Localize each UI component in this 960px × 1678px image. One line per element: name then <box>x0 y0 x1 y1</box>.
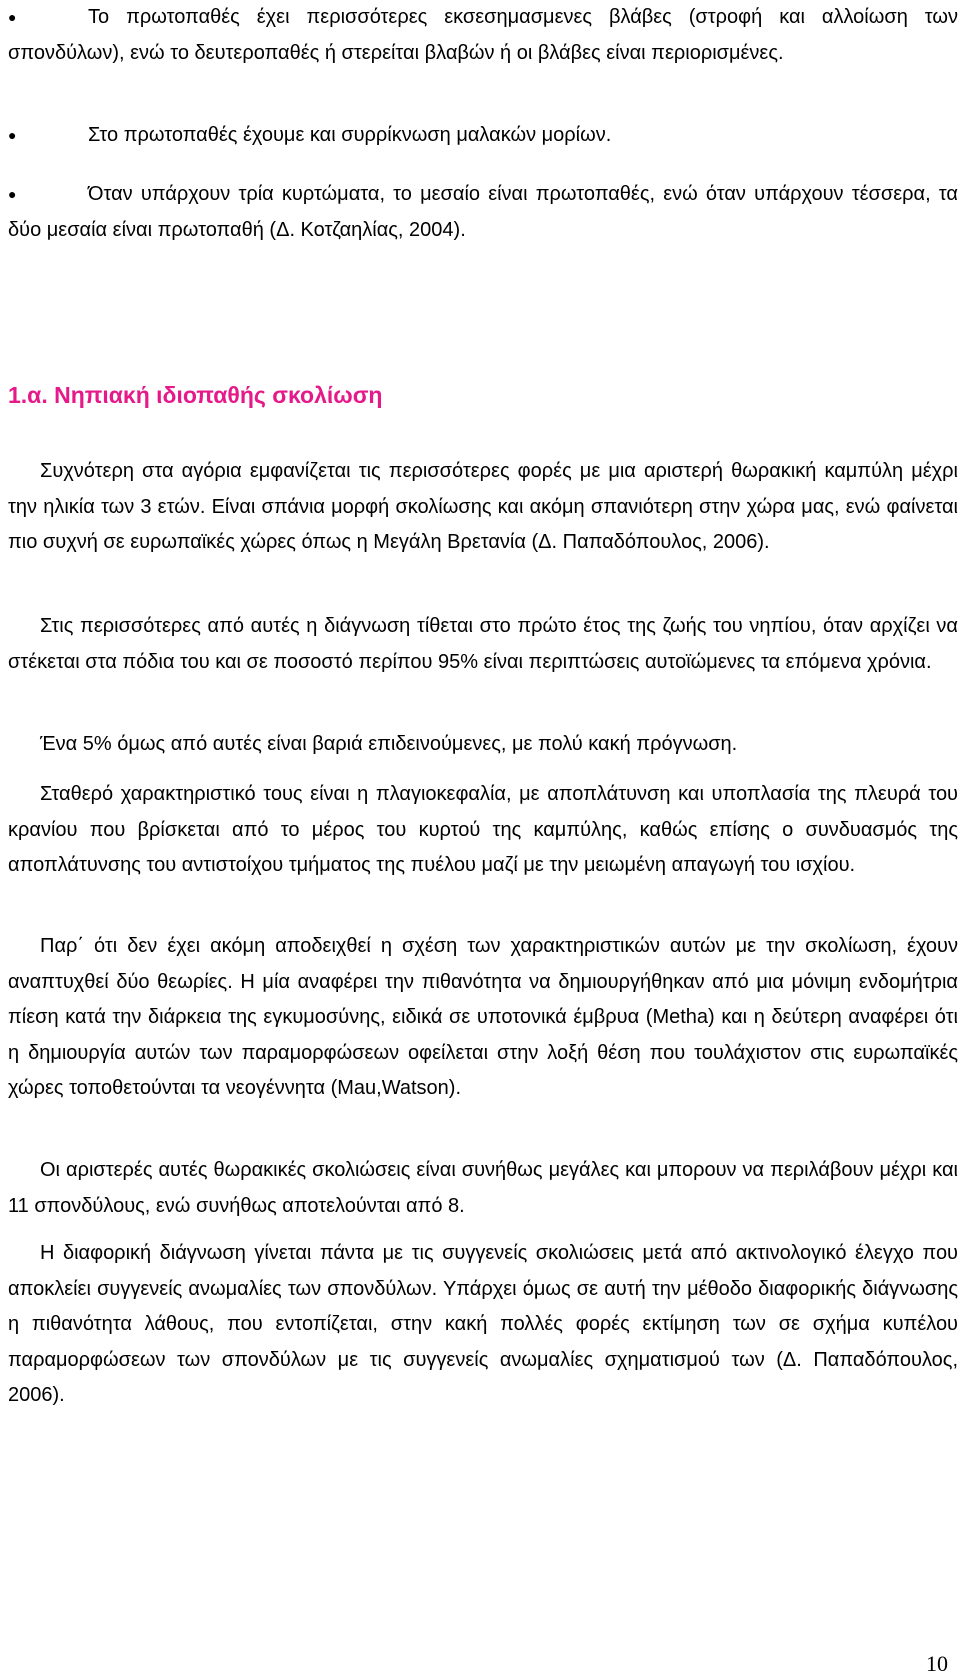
paragraph-infantile-intro: Συχνότερη στα αγόρια εμφανίζεται τις περισσότερες φορές με μια αριστερή θωρακική καμπύλη μέχρι την ηλικία των 3 ετών. Είναι σπάνια μορφή σκολίωσης και ακόμη σπανιότερη στην χώρα μας, ενώ φαίνεται πιο συχνή σε ευρωπαϊκές χώρες όπως η Μεγάλη Βρετανία (Δ. Παπαδόπουλος, 2006). <box>8 460 958 553</box>
bullet-marker: ● <box>8 186 17 202</box>
paragraph-thoracic: Οι αριστερές αυτές θωρακικές σκολιώσεις είναι συνήθως μεγάλες και μπορουν να περιλάβουν μέχρι και 11 σπονδύλους, ενώ συνήθως αποτελούνται από 8. <box>8 1159 958 1217</box>
paragraph-diagnosis: Στις περισσότερες από αυτές η διάγνωση τίθεται στο πρώτο έτος της ζωής του νηπίου, όταν αρχίζει να στέκεται στα πόδια του και σε ποσοστό περίπου 95% είναι περιπτώσεις αυτοϊώμενες τα επόμενα χρόνια. <box>8 615 958 673</box>
bullet-marker: ● <box>8 9 17 25</box>
bullet-item-soft-tissue: Στο πρωτοπαθές έχουμε και συρρίκνωση μαλακών μορίων. <box>88 124 612 146</box>
paragraph-differential: Η διαφορική διάγνωση γίνεται πάντα με τις συγγενείς σκολιώσεις μετά από ακτινολογικό έλεγχο που αποκλείει συγγενείς ανωμαλίες των σπονδύλων. Υπάρχει όμως σε αυτή την μέθοδο διαφορικής διάγνωσης η πιθανότητα λάθους, που εντοπίζεται, στην κακή πολλές φορές εκτίμηση των σε σχήμα κυπέλου παραμορφώσεων των σπονδύλων με τις συγγενείς ανωμαλίες σχηματισμού των (Δ. Παπαδόπουλος, 2006). <box>8 1242 958 1406</box>
bullet-item-primary-damage: Το πρωτοπαθές έχει περισσότερες εκσεσημασμενες βλάβες (στροφή και αλλοίωση των σπονδύλων), ενώ το δευτεροπαθές ή στερείται βλαβών ή οι βλάβες είναι περιορισμένες. <box>8 6 958 64</box>
bullet-item-curvatures: Όταν υπάρχουν τρία κυρτώματα, το μεσαίο είναι πρωτοπαθές, ενώ όταν υπάρχουν τέσσερα, τα δύο μεσαία είναι πρωτοπαθή (Δ. Κοτζαηλίας, 2004). <box>8 183 958 241</box>
paragraph-plagiocephaly: Σταθερό χαρακτηριστικό τους είναι η πλαγιοκεφαλία, με αποπλάτυνση και υποπλασία της πλευρά του κρανίου που βρίσκεται από το μέρος του κυρτού της καμπύλης, καθώς επίσης ο συνδυασμός της αποπλάτυνσης του αντιστοίχου τμήματος της πυέλου μαζί με την μειωμένη απαγωγή του ισχίου. <box>8 783 958 876</box>
section-heading: 1.α. Νηπιακή ιδιοπαθής σκολίωση <box>8 382 383 408</box>
page-number: 10 <box>926 1651 948 1676</box>
paragraph-progressive: Ένα 5% όμως από αυτές είναι βαριά επιδεινούμενες, με πολύ κακή πρόγνωση. <box>40 733 738 755</box>
paragraph-theories: Παρ΄ ότι δεν έχει ακόμη αποδειχθεί η σχέση των χαρακτηριστικών αυτών με την σκολίωση, έχουν αναπτυχθεί δύο θεωρίες. Η μία αναφέρει την πιθανότητα να δημιουργήθηκαν από μια μόνιμη ενδομήτρια πίεση κατά την διάρκεια της εγκυμοσύνης, ειδικά σε υποτονικά έμβρυα (Metha) και η δεύτερη αναφέρει ότι η δημιουργία αυτών των παραμορφώσεων οφείλεται στην λοξή θέση που τουλάχιστον στις ευρωπαϊκές χώρες τοποθετούνται τα νεογέννητα (Mau,Watson). <box>8 935 958 1099</box>
bullet-marker: ● <box>8 127 17 143</box>
